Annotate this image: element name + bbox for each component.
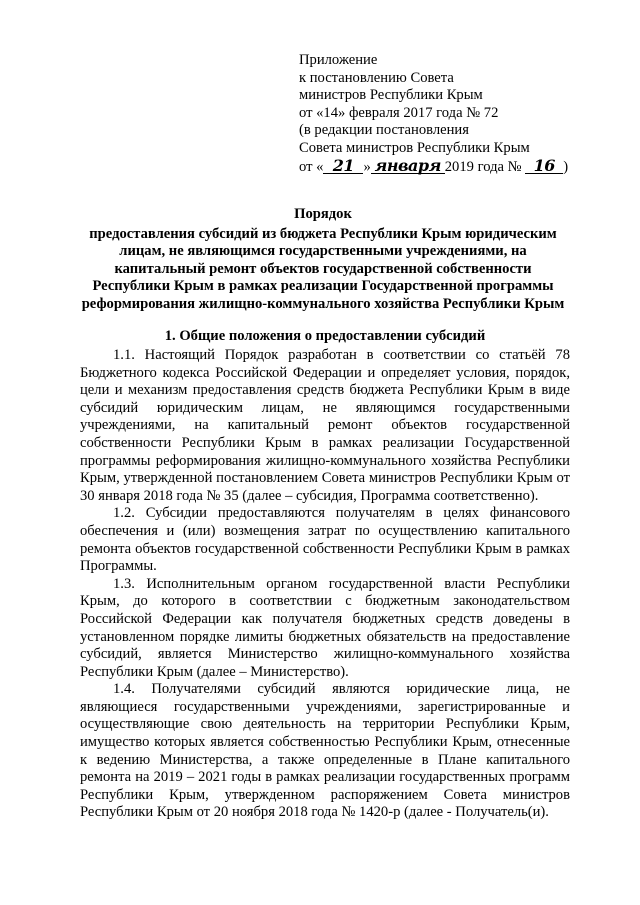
title-heading: Порядок <box>294 206 352 222</box>
date-mid: » <box>363 158 371 175</box>
section-body <box>80 347 570 822</box>
section-heading: 1. Общие положения о предоставлении субсидий <box>164 328 486 344</box>
appendix-line: от «14» февраля 2017 года № 72 <box>299 104 499 121</box>
appendix-line: (в редакции постановления <box>299 122 469 139</box>
date-prefix: от « <box>299 158 324 175</box>
handwritten-month: января <box>371 158 445 174</box>
title-line: предоставления субсидий из бюджета Республики Крым юридическим <box>89 225 557 242</box>
appendix-line: Приложение <box>299 52 378 68</box>
document-title <box>80 206 566 314</box>
title-line: Республики Крым в рамках реализации Государственной программы <box>92 278 554 295</box>
date-suffix: ) <box>563 158 569 175</box>
title-line: лицам, не являющимся государственными учреждениями, на <box>119 243 527 260</box>
title-line: реформирования жилищно-коммунального хозяйства Республики Крым <box>81 295 565 312</box>
paragraph-1-1: 1.1. Настоящий Порядок разработан в соответствии со статьёй 78 Бюджетного кодекса Российской Федерации и определяет условия, порядок, цели и механизм предоставления средств бюджета Республики Крым в виде субсидий юридическим лицам, не являющимся государственными учреждениями, на капитальный ремонт объектов государственной собственности Республики Крым в рамках реализации Государственной программы реформирования жилищно-коммунального хозяйства Республики Крым, утвержденной постановлением Совета министров Республики Крым от 30 января 2018 года № 35 (далее – субсидия, Программа соответственно). <box>80 347 570 504</box>
handwritten-number: 16 <box>525 158 563 174</box>
appendix-line: к постановлению Совета <box>299 69 454 86</box>
appendix-date-line <box>299 155 599 177</box>
date-year: 2019 года № <box>444 158 522 175</box>
title-line: капитальный ремонт объектов государственной собственности <box>114 260 532 277</box>
appendix-line: министров Республики Крым <box>299 87 483 104</box>
appendix-line: Совета министров Республики Крым <box>299 139 530 156</box>
paragraph-1-3: 1.3. Исполнительным органом государственной власти Республики Крым, до которого в соответствии с бюджетным законодательством Российской Федерации как получателя бюджетных средств доведены в установленном порядке лимиты бюджетных обязательств на предоставление субсидий, является Министерство жилищно-коммунального хозяйства Республики Крым (далее – Министерство). <box>80 575 570 680</box>
paragraph-1-2: 1.2. Субсидии предоставляются получателям в целях финансового обеспечения и (или) возмещения затрат по осуществлению капитального ремонта объектов государственной собственности Республики Крым в рамках Программы. <box>80 505 570 575</box>
appendix-block <box>299 52 599 176</box>
handwritten-day: 21 <box>323 158 363 174</box>
paragraph-1-4: 1.4. Получателями субсидий являются юридические лица, не являющиеся государственными учреждениями, зарегистрированные и осуществляющие свою деятельность на территории Республики Крым, имущество которых является собственностью Республики Крым, отнесенные к ведению Министерства, а также определенные в Плане капитального ремонта на 2019 – 2021 годы в рамках реализации государственных программ Республики Крым, утвержденном распоряжением Совета министров Республики Крым от 20 ноября 2018 года № 1420-р (далее - Получатель(и). <box>80 681 570 821</box>
